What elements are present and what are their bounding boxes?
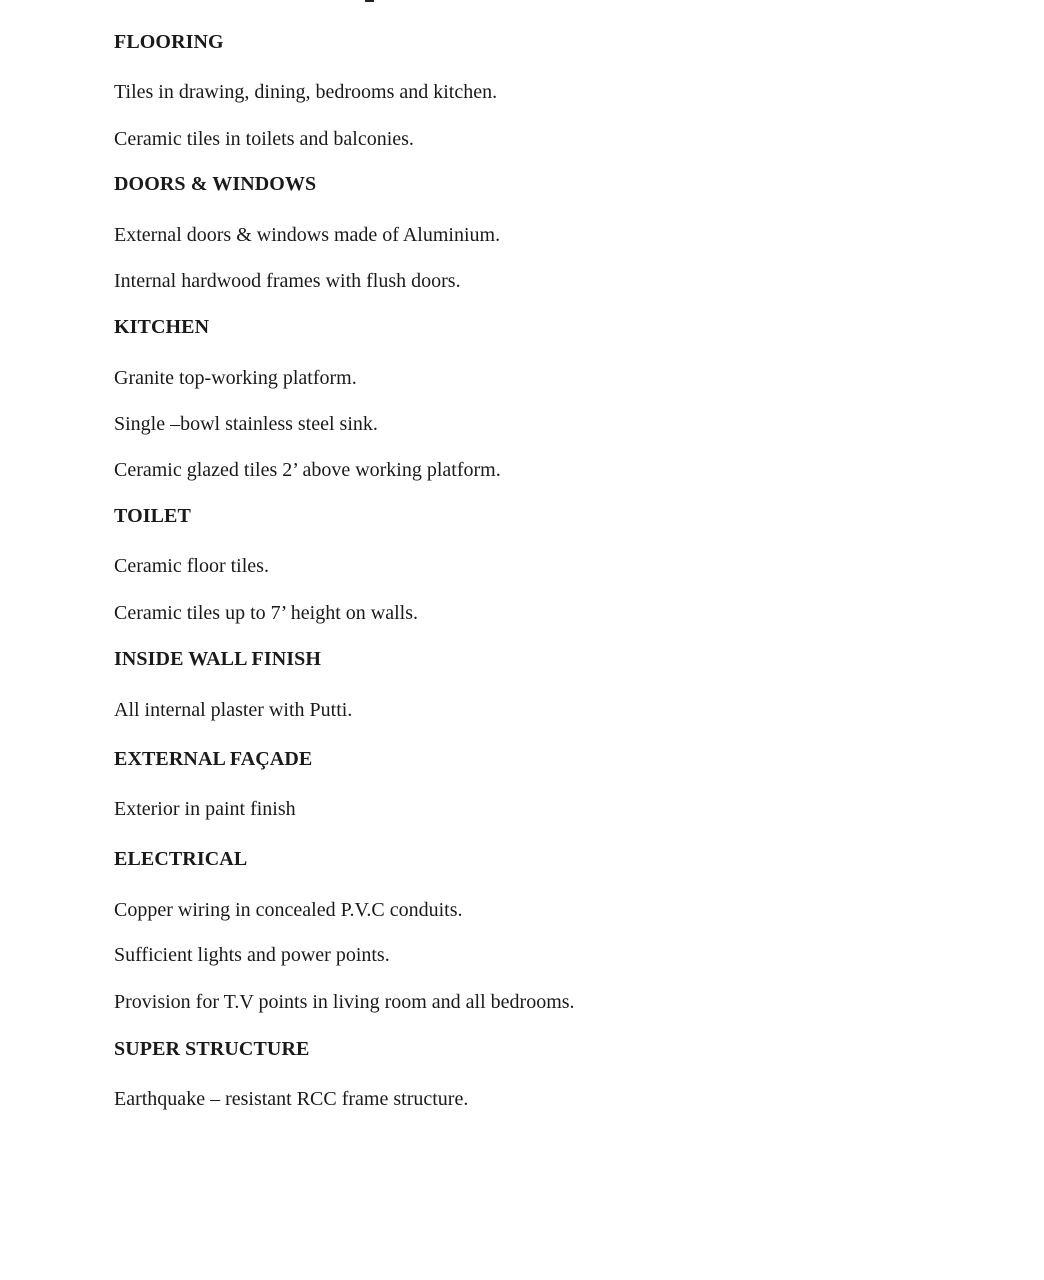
section-heading-toilet: TOILET: [114, 505, 191, 527]
section-heading-external-facade: EXTERNAL FAÇADE: [114, 748, 313, 770]
doors-windows-item-2: Internal hardwood frames with flush doors.: [114, 270, 461, 292]
toilet-item-2: Ceramic tiles up to 7’ height on walls.: [114, 602, 419, 624]
kitchen-item-3: Ceramic glazed tiles 2’ above working platform.: [114, 459, 501, 481]
inside-wall-finish-item-1: All internal plaster with Putti.: [114, 699, 353, 721]
section-heading-kitchen: KITCHEN: [114, 316, 210, 338]
kitchen-item-2: Single –bowl stainless steel sink.: [114, 413, 378, 435]
doors-windows-item-1: External doors & windows made of Aluminium.: [114, 224, 501, 246]
kitchen-item-1: Granite top-working platform.: [114, 367, 357, 389]
section-heading-super-structure: SUPER STRUCTURE: [114, 1038, 310, 1060]
section-heading-inside-wall-finish: INSIDE WALL FINISH: [114, 648, 322, 670]
flooring-item-2: Ceramic tiles in toilets and balconies.: [114, 128, 414, 150]
electrical-item-3: Provision for T.V points in living room and all bedrooms.: [114, 991, 575, 1013]
section-heading-flooring: FLOORING: [114, 31, 224, 53]
electrical-item-2: Sufficient lights and power points.: [114, 944, 390, 966]
external-facade-item-1: Exterior in paint finish: [114, 798, 296, 820]
toilet-item-1: Ceramic floor tiles.: [114, 555, 269, 577]
super-structure-item-1: Earthquake – resistant RCC frame structure.: [114, 1088, 469, 1110]
electrical-item-1: Copper wiring in concealed P.V.C conduits.: [114, 899, 463, 921]
flooring-item-1: Tiles in drawing, dining, bedrooms and kitchen.: [114, 81, 498, 103]
section-heading-electrical: ELECTRICAL: [114, 848, 248, 870]
section-heading-doors-windows: DOORS & WINDOWS: [114, 173, 317, 195]
